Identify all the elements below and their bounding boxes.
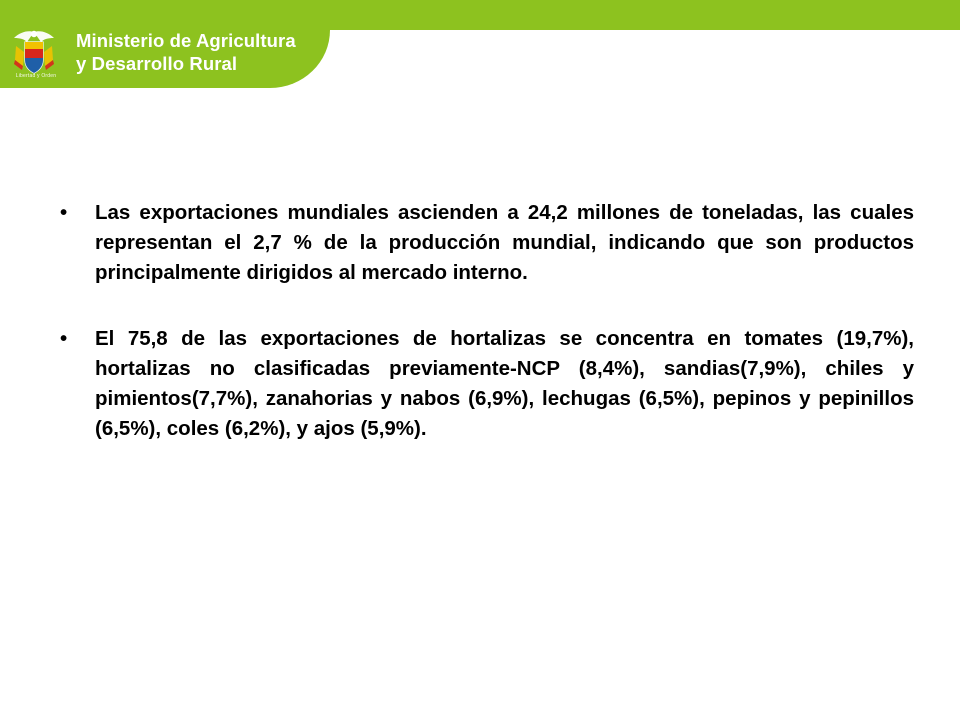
bullet-list	[60, 198, 914, 480]
ministry-name-line2: y Desarrollo Rural	[76, 53, 238, 74]
bullet-item	[60, 198, 914, 288]
bullet-text: Las exportaciones mundiales ascienden a 24,2 millones de toneladas, las cuales representan el 2,7 % de la producción mundial, indicando que son productos principalmente dirigidos al mercado interno.	[95, 201, 914, 284]
bullet-mark: •	[60, 327, 68, 350]
ministry-name-line1: Ministerio de Agricultura	[76, 30, 296, 51]
bullet-item	[60, 324, 914, 444]
logo-caption: Libertad y Orden	[15, 73, 57, 79]
bullet-text: El 75,8 de las exportaciones de hortalizas se concentra en tomates (19,7%), hortalizas no clasificadas previamente-NCP (8,4%), sandias(7,9%), chiles y pimientos(7,7%), zanahorias y nabos (6,9%), lechugas (6,5%), pepinos y pepinillos (6,5%), coles (6,2%), y ajos (5,9%).	[95, 327, 914, 440]
bullet-mark: •	[60, 201, 68, 224]
ministry-name	[76, 29, 296, 75]
ministry-header	[0, 0, 330, 88]
